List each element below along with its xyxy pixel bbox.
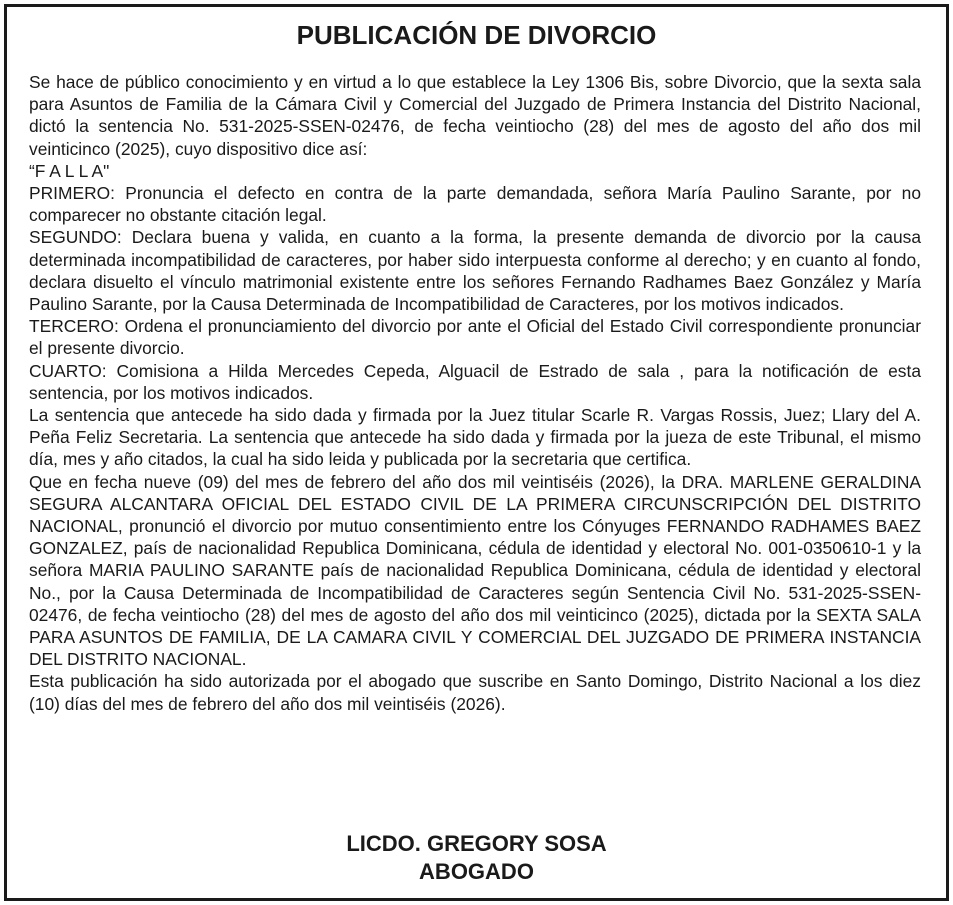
intro-paragraph: Se hace de público conocimiento y en virtud a lo que establece la Ley 1306 Bis, sobre Divorcio, que la sexta sala para Asuntos de Familia de la Cámara Civil y Comercial del Juzgado de Primera Instancia del Distrito Nacional, dictó la sentencia No. 531-2025-SSEN-02476, de fecha veintiocho (28) del mes de agosto del año dos mil veinticinco (2025), cuyo dispositivo dice así:: [29, 72, 921, 159]
primero-paragraph: PRIMERO: Pronuncia el defecto en contra de la parte demandada, señora María Paulino Sarante, por no comparecer no obstante citación legal.: [29, 183, 921, 226]
notice-body: [29, 71, 921, 715]
notice-frame: [4, 4, 949, 901]
notice-title: PUBLICACIÓN DE DIVORCIO: [296, 20, 657, 50]
pronouncement-paragraph: Que en fecha nueve (09) del mes de febrero del año dos mil veintiséis (2026), la DRA. MARLENE GERALDINA SEGURA ALCANTARA OFICIAL DEL ESTADO CIVIL DE LA PRIMERA CIRCUNSCRIPCIÓN DEL DISTRITO NACIONAL, pronunció el divorcio por mutuo consentimiento entre los Cónyuges FERNANDO RADHAMES BAEZ GONZALEZ, país de nacionalidad Republica Dominicana, cédula de identidad y electoral No. 001-0350610-1 y la señora MARIA PAULINO SARANTE país de nacionalidad Republica Dominicana, cédula de identidad y electoral No., por la Causa Determinada de Incompatibilidad de Caracteres según Sentencia Civil No. 531-2025-SSEN-02476, de fecha veintiocho (28) del mes de agosto del año dos mil veinticinco (2025), dictada por la SEXTA SALA PARA ASUNTOS DE FAMILIA, DE LA CAMARA CIVIL Y COMERCIAL DEL JUZGADO DE PRIMERA INSTANCIA DEL DISTRITO NACIONAL.: [29, 471, 921, 670]
signing-paragraph: La sentencia que antecede ha sido dada y firmada por la Juez titular Scarle R. Vargas Rossis, Juez; Llary del A. Peña Feliz Secretaria. La sentencia que antecede ha sido dada y firmada por la jueza de este Tribunal, el mismo día, mes y año citados, la cual ha sido leida y publicada por la secretaria que certifica.: [29, 405, 921, 470]
authorization-paragraph: Esta publicación ha sido autorizada por el abogado que suscribe en Santo Domingo, Distrito Nacional a los diez (10) días del mes de febrero del año dos mil veintiséis (2026).: [29, 671, 921, 714]
signature-role: ABOGADO: [419, 859, 534, 884]
cuarto-paragraph: CUARTO: Comisiona a Hilda Mercedes Cepeda, Alguacil de Estrado de sala , para la notificación de esta sentencia, por los motivos indicados.: [29, 360, 921, 403]
signature-block: [7, 830, 946, 886]
tercero-paragraph: TERCERO: Ordena el pronunciamiento del divorcio por ante el Oficial del Estado Civil correspondiente pronunciar el presente divorcio.: [29, 316, 921, 359]
signature-name: LICDO. GREGORY SOSA: [346, 831, 607, 856]
falla-heading: “F A L L A": [29, 160, 110, 181]
segundo-paragraph: SEGUNDO: Declara buena y valida, en cuanto a la forma, la presente demanda de divorcio por la causa determinada incompatibilidad de caracteres, por haber sido interpuesta conforme al derecho; y en cuanto al fondo, declara disuelto el vínculo matrimonial existente entre los señores Fernando Radhames Baez González y María Paulino Sarante, por la Causa Determinada de Incompatibilidad de Caracteres, por los motivos indicados.: [29, 227, 921, 315]
